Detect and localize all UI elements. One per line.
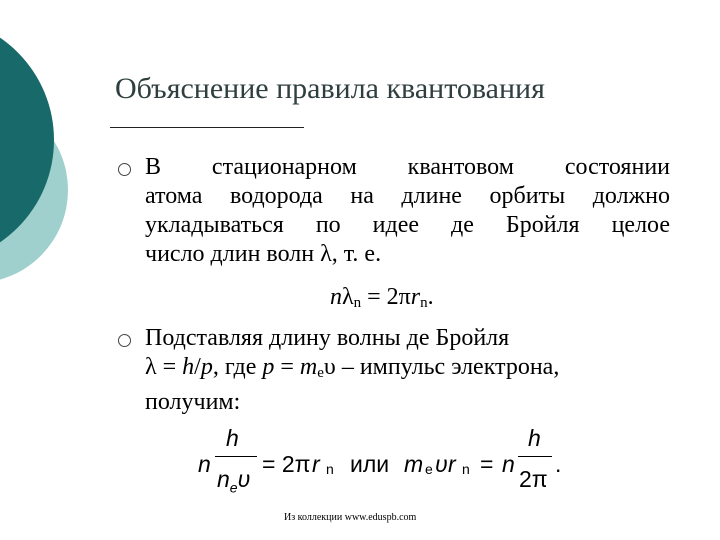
text-slash: / <box>194 354 201 380</box>
bullet-2-line-1: Подставляя длину волны де Бройля <box>145 325 510 351</box>
decorative-circles <box>0 0 80 300</box>
formula-or: или <box>350 451 390 477</box>
text-momentum: – импульс электрона, <box>335 354 560 380</box>
eq-dot: . <box>427 284 434 310</box>
text-equals: = <box>274 354 300 380</box>
text-p: p <box>262 354 275 380</box>
eq-lambda: λ <box>342 284 354 310</box>
formula-r2: r <box>448 451 456 477</box>
formula-eq: = <box>480 451 494 477</box>
formula-m-sub: e <box>425 461 433 477</box>
formula-eq-2pi: = 2π <box>262 451 311 477</box>
bullet-1-line: В стационарном квантовом состоянии <box>145 154 670 180</box>
bullet-2-line-2 <box>145 353 670 388</box>
text-where: , где <box>212 354 263 380</box>
eq-equals: = 2π <box>361 284 411 310</box>
formula-n: n <box>198 451 211 477</box>
formula-r: r <box>312 451 320 477</box>
formula-dot: . <box>555 451 562 477</box>
bullet-2-line-3: получим: <box>145 389 241 415</box>
bullet-icon <box>118 163 131 176</box>
formula-den-v: υ <box>237 466 251 492</box>
bullet-1-text <box>145 153 670 269</box>
bullet-1-line: число длин волн λ, т. е. <box>145 241 382 267</box>
formula-den-e: e <box>229 479 238 496</box>
bullet-1-line: атома водорода на длине орбиты должно <box>145 183 670 209</box>
text-v: υ <box>323 354 336 380</box>
text-m: m <box>299 354 318 380</box>
eq-r-sub: n <box>420 295 428 311</box>
bullet-icon <box>118 334 131 347</box>
footer-source: Из коллекции www.eduspb.com <box>284 512 417 523</box>
formula-v: υ <box>435 451 448 477</box>
bullet-1-line: укладываться по идее де Бройля целое <box>145 212 670 238</box>
formula-h2-numerator: h <box>528 425 541 451</box>
eq-n: n <box>330 284 342 310</box>
formula-r2-sub: n <box>462 461 470 477</box>
text-m-sub: e <box>317 365 324 381</box>
formula-2pi-denominator: 2π <box>519 466 548 492</box>
fraction-bar <box>518 456 552 457</box>
formula-denominator <box>217 466 250 496</box>
formula-h-numerator: h <box>226 425 239 451</box>
title-underline <box>110 127 304 128</box>
eq-lambda-sub: n <box>353 295 362 311</box>
formula-den-n: n <box>217 466 230 492</box>
equation-quantization <box>330 284 434 312</box>
text-h: h <box>182 354 195 380</box>
formula-m: m <box>404 451 424 477</box>
text-p: p <box>200 354 213 380</box>
formula-r-sub: n <box>326 461 334 477</box>
slide-title: Объяснение правила квантования <box>115 72 545 105</box>
fraction-bar <box>215 456 257 457</box>
eq-r: r <box>410 284 421 310</box>
bullet-2-text <box>145 324 670 417</box>
formula-n2: n <box>502 451 515 477</box>
text-lambda-eq: λ = <box>145 354 183 380</box>
